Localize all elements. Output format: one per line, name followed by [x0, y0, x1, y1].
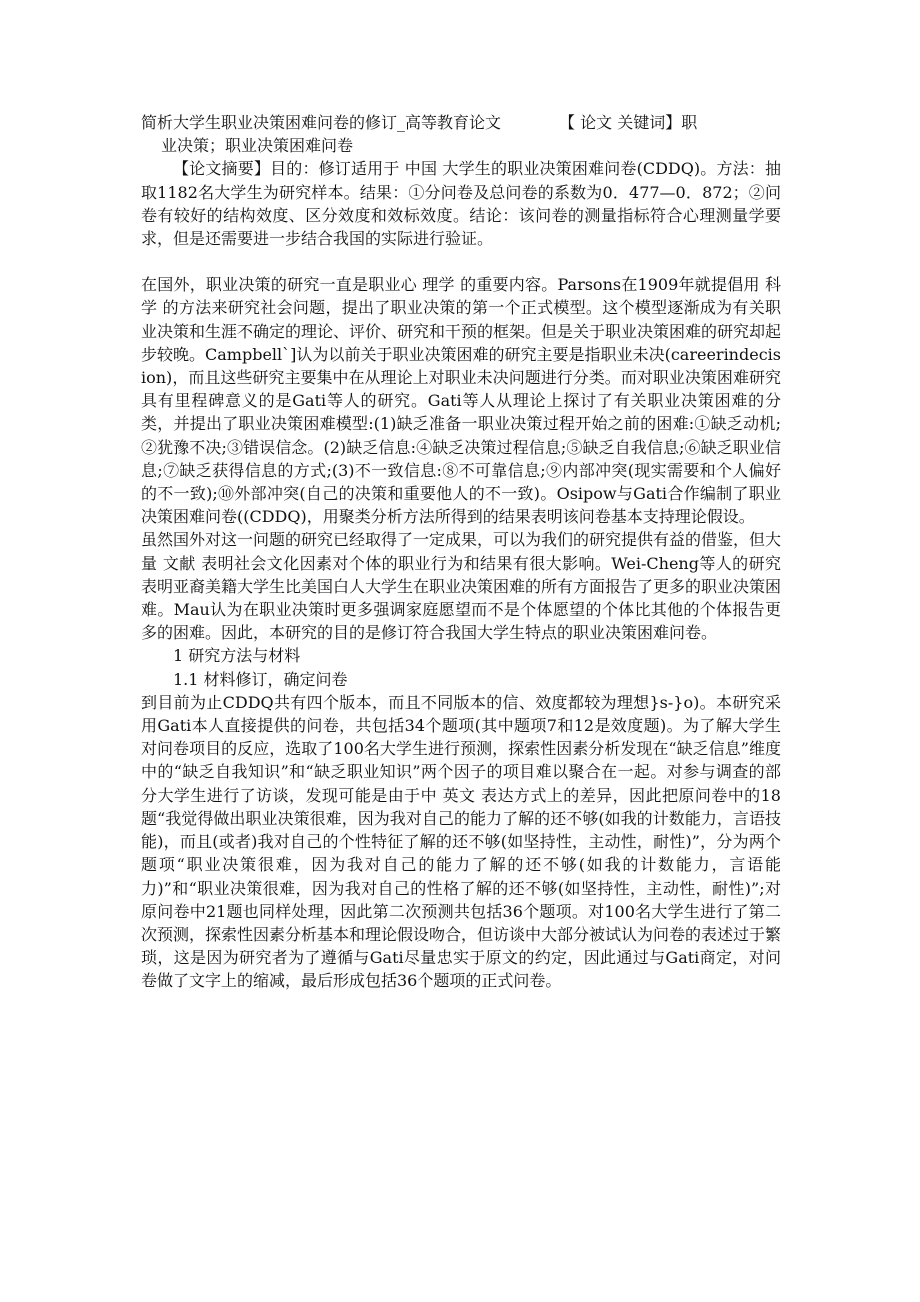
section-heading-1: 1 研究方法与材料	[173, 646, 301, 666]
section-heading-1-1: 1.1 材料修订，确定问卷	[173, 669, 348, 689]
document-page	[141, 111, 781, 993]
keywords-label: 【 论文 关键词】职	[559, 113, 698, 132]
paragraph-gap	[141, 250, 781, 273]
body-paragraph-1: 在国外，职业决策的研究一直是职业心 理学 的重要内容。Parsons在1909年就提倡用 科学 的方法来研究社会问题，提出了职业决策的第一个正式模型。这个模型逐渐成为有关职业决策和生涯不确定的理论、评价、研究和干预的框架。但是关于职业决策困难的研究却起步较晚。Campbell`]认为以前关于职业决策困难的研究主要是指职业未决(careerindecision)，而且这些研究主要集中在从理论上对职业未决问题进行分类。而对职业决策困难研究具有里程碑意义的是Gati等人的研究。Gati等人从理论上探讨了有关职业决策困难的分类，并提出了职业决策困难模型:(1)缺乏准备一职业决策过程开始之前的困难:①缺乏动机;②犹豫不决;③错误信念。(2)缺乏信息:④缺乏决策过程信息;⑤缺乏自我信息;⑥缺乏职业信息;⑦缺乏获得信息的方式;(3)不一致信息:⑧不可靠信息;⑨内部冲突(现实需要和个人偏好的不一致);⑩外部冲突(自己的决策和重要他人的不一致)。Osipow与Gati合作编制了职业决策困难问卷((CDDQ)，用聚类分析方法所得到的结果表明该问卷基本支持理论假设。	[141, 275, 782, 527]
title-line	[141, 111, 781, 134]
body-paragraph-3: 到目前为止CDDQ共有四个版本，而且不同版本的信、效度都较为理想}s-}o)。本研究采用Gati本人直接提供的问卷，共包括34个题项(其中题项7和12是效度题)。为了解大学生对问卷项目的反应，选取了100名大学生进行预测，探索性因素分析发现在“缺乏信息”维度中的“缺乏自我知识”和“缺乏职业知识”两个因子的项目难以聚合在一起。对参与调查的部分大学生进行了访谈，发现可能是由于中 英文 表达方式上的差异，因此把原问卷中的18题“我觉得做出职业决策很难，因为我对自己的能力了解的还不够(如我的计数能力，言语技能)，而且(或者)我对自己的个性特征了解的还不够(如坚持性，主动性，耐性)”，分为两个题项“职业决策很难，因为我对自己的能力了解的还不够(如我的计数能力，言语能力)”和“职业决策很难，因为我对自己的性格了解的还不够(如坚持性，主动性，耐性)”;对原问卷中21题也同样处理，因此第二次预测共包括36个题项。对100名大学生进行了第二次预测，探索性因素分析基本和理论假设吻合，但访谈中大部分被试认为问卷的表述过于繁琐，这是因为研究者为了遵循与Gati尽量忠实于原文的约定，因此通过与Gati商定，对问卷做了文字上的缩减，最后形成包括36个题项的正式问卷。	[141, 692, 782, 991]
keywords-continuation: 业决策；职业决策困难问卷	[161, 136, 354, 156]
body-paragraph-2: 虽然国外对这一问题的研究已经取得了一定成果，可以为我们的研究提供有益的借鉴，但大量 文献 表明社会文化因素对个体的职业行为和结果有很大影响。Wei-Cheng等人的研究表明亚裔美籍大学生比美国白人大学生在职业决策困难的所有方面报告了更多的职业决策困难。Mau认为在职业决策时更多强调家庭愿望而不是个体愿望的个体比其他的个体报告更多的困难。因此，本研究的目的是修订符合我国大学生特点的职业决策困难问卷。	[141, 530, 782, 643]
abstract-paragraph: 【论文摘要】目的：修订适用于 中国 大学生的职业决策困难问卷(CDDQ)。方法：抽取1182名大学生为研究样本。结果：①分问卷及总问卷的系数为0．477—0．872；②问卷有较好的结构效度、区分效度和效标效度。结论：该问卷的测量指标符合心理测量学要求，但是还需要进一步结合我国的实际进行验证。	[141, 159, 781, 249]
article-title: 简析大学生职业决策困难问卷的修订_高等教育论文	[141, 113, 502, 132]
